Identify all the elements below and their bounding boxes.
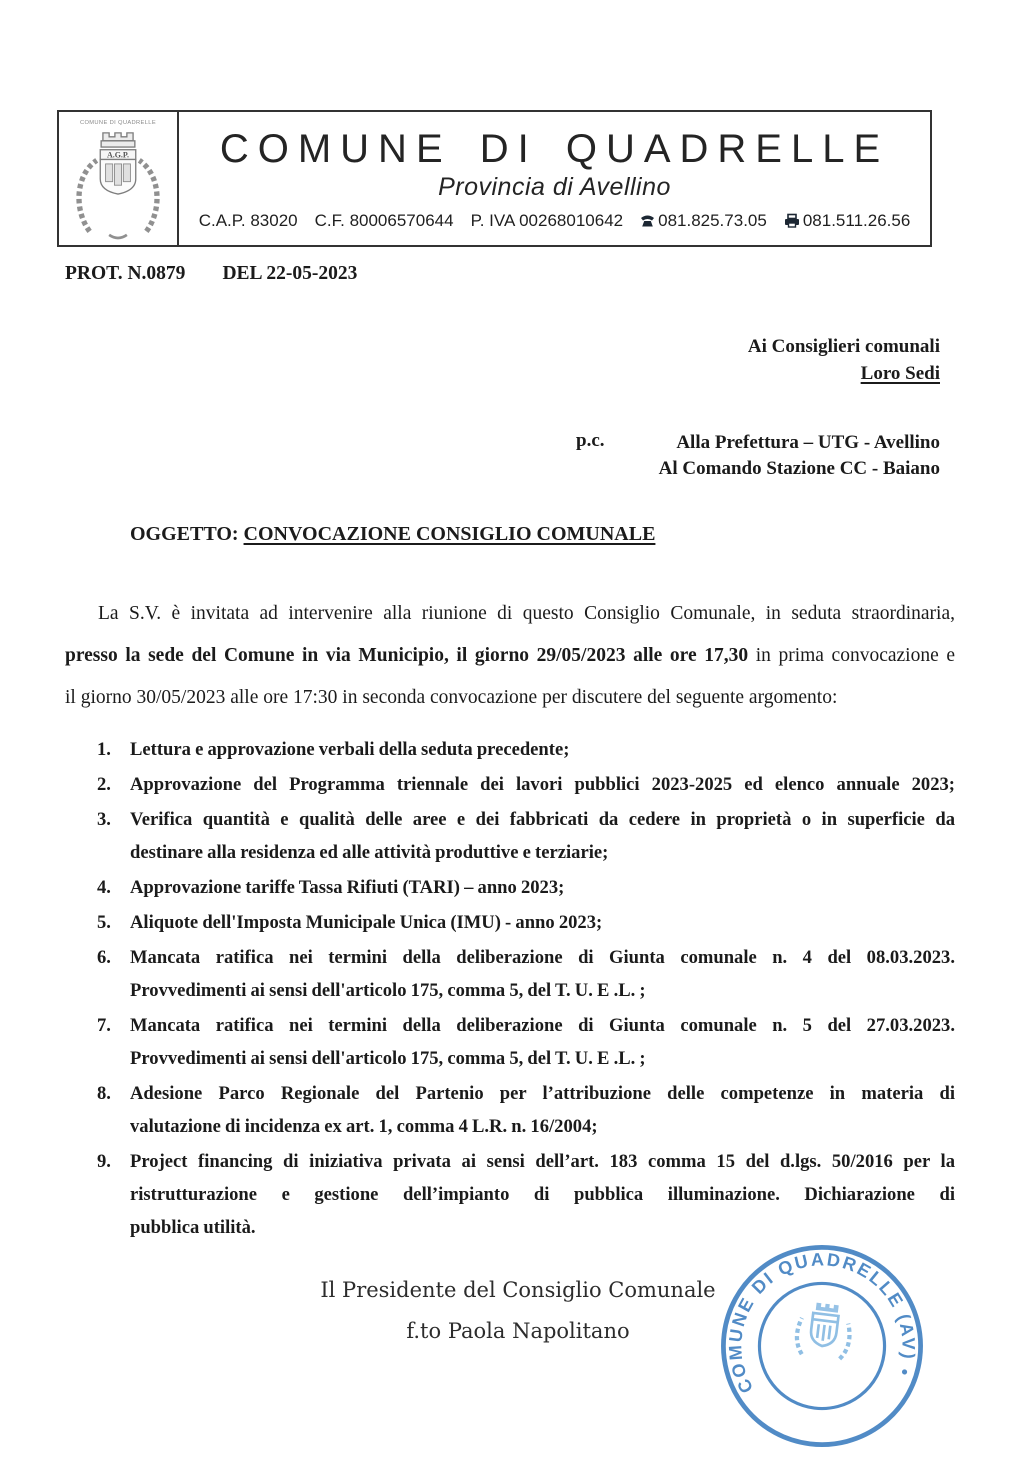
- text-line: Project financing di iniziativa privata ai sensi dell’art. 183 comma 15 del d.lgs. 50/2016 per la: [130, 1151, 955, 1172]
- agenda-item-text: [130, 733, 955, 766]
- agenda-item: [97, 906, 955, 939]
- text-line: Provvedimenti ai sensi dell'articolo 175, comma 5, del T. U. E .L. ;: [130, 980, 646, 1001]
- page-title: COMUNE DI QUADRELLE: [219, 126, 890, 171]
- agenda-item: [97, 803, 955, 869]
- header-contact: [199, 211, 911, 231]
- agenda-item: [97, 1009, 955, 1075]
- agenda-item-text: [130, 768, 955, 801]
- protocol-date: DEL 22-05-2023: [222, 263, 358, 284]
- fax-icon: [784, 213, 800, 228]
- text-line: ristrutturazione e gestione dell’impianto di pubblica illuminazione. Dichiarazione di: [130, 1184, 955, 1205]
- agenda-item-number: 2.: [97, 774, 111, 795]
- agenda-item-number: 8.: [97, 1083, 111, 1104]
- fax-group: [784, 211, 910, 231]
- text-line: Adesione Parco Regionale del Partenio per l’attribuzione delle competenze in materia di: [130, 1083, 955, 1104]
- agenda-item: [97, 1077, 955, 1143]
- agenda-item: [97, 768, 955, 801]
- protocol-number: PROT. N.0879: [65, 263, 186, 284]
- text-line: pubblica utilità.: [130, 1217, 256, 1238]
- cc-recipient-line: Al Comando Stazione CC - Baiano: [658, 458, 940, 479]
- phone-number: 081.825.73.05: [658, 210, 767, 230]
- cc-recipients: [605, 430, 941, 482]
- recipient-location: Loro Sedi: [860, 363, 940, 384]
- text-line: Lettura e approvazione verbali della seduta precedente;: [130, 739, 570, 760]
- municipal-coat-of-arms: [59, 112, 179, 245]
- agenda-item-text: [130, 941, 955, 1007]
- mural-crown: [101, 132, 135, 146]
- text-line: presso la sede del Comune in via Municipio, il giorno 29/05/2023 alle ore 17,30 in prima convocazione e: [65, 645, 956, 666]
- signer-name: f.to Paola Napolitano: [406, 1319, 630, 1343]
- stamp-text: COMUNE DI QUADRELLE (AV) •: [725, 1249, 919, 1397]
- text-line: destinare alla residenza ed alle attività produttive e terziarie;: [130, 842, 609, 863]
- agenda-item: [97, 733, 955, 766]
- shield-band-label: A.G.P.: [106, 150, 130, 160]
- agenda-item-number: 3.: [97, 809, 111, 830]
- protocol-line: [65, 263, 357, 285]
- subject-value: CONVOCAZIONE CONSIGLIO COMUNALE: [243, 523, 656, 545]
- municipal-stamp: [704, 1228, 940, 1464]
- stamp-emblem: [795, 1301, 853, 1360]
- text-line: Verifica quantità e qualità delle aree e dei fabbricati da cedere in proprietà o in superficie da: [130, 809, 955, 830]
- fax-number: 081.511.26.56: [802, 210, 911, 230]
- text-line: il giorno 30/05/2023 alle ore 17:30 in seconda convocazione per discutere del seguente argomento:: [65, 687, 838, 708]
- intro-paragraph: [65, 593, 955, 719]
- signer-role: Il Presidente del Consiglio Comunale: [320, 1278, 716, 1302]
- agenda-item-text: [130, 1077, 955, 1143]
- recipient-line: Ai Consiglieri comunali: [747, 336, 940, 357]
- vat-value: P. IVA 00268010642: [470, 210, 624, 230]
- text-line: Mancata ratifica nei termini della deliberazione di Giunta comunale n. 4 del 08.03.2023.: [130, 947, 955, 968]
- agenda-item-text: [130, 906, 955, 939]
- agenda-item: [97, 871, 955, 904]
- agenda-item-text: [130, 871, 955, 904]
- agenda-item-text: [130, 1145, 955, 1244]
- agenda-item-number: 1.: [97, 739, 111, 760]
- text-line: Mancata ratifica nei termini della deliberazione di Giunta comunale n. 5 del 27.03.2023.: [130, 1015, 955, 1036]
- text-line: Aliquote dell'Imposta Municipale Unica (IMU) - anno 2023;: [130, 912, 603, 933]
- letterhead-text: [179, 112, 930, 245]
- coat-of-arms-caption: COMUNE DI QUADRELLE: [79, 119, 157, 126]
- round-stamp-icon: [704, 1228, 940, 1464]
- fiscal-code-value: C.F. 80006570644: [314, 210, 454, 230]
- recipients-block: [748, 333, 940, 387]
- text-line: valutazione di incidenza ex art. 1, comma 4 L.R. n. 16/2004;: [130, 1116, 598, 1137]
- text-line: Approvazione del Programma triennale dei lavori pubblici 2023-2025 ed elenco annuale 2023;: [130, 774, 955, 795]
- agenda-item: [97, 1145, 955, 1244]
- agenda-item-number: 4.: [97, 877, 111, 898]
- coat-of-arms-icon: [67, 116, 169, 242]
- signature-block: [318, 1278, 718, 1343]
- subject-label: OGGETTO:: [130, 523, 244, 545]
- cap-value: C.A.P. 83020: [198, 210, 298, 230]
- text-line: Provvedimenti ai sensi dell'articolo 175, comma 5, del T. U. E .L. ;: [130, 1048, 646, 1069]
- header-subtitle: Provincia di Avellino: [438, 172, 671, 201]
- text-line: La S.V. è invitata ad intervenire alla riunione di questo Consiglio Comunale, in seduta straordinaria,: [98, 603, 955, 624]
- agenda-item-number: 5.: [97, 912, 111, 933]
- agenda-item-number: 9.: [97, 1151, 111, 1172]
- phone-icon: [640, 213, 655, 228]
- text-line: Approvazione tariffe Tassa Rifiuti (TARI) – anno 2023;: [130, 877, 565, 898]
- carbon-copy-block: [576, 430, 940, 482]
- letterhead: [57, 110, 932, 247]
- agenda-item-text: [130, 1009, 955, 1075]
- phone-group: [640, 211, 767, 231]
- cc-recipient-line: Alla Prefettura – UTG - Avellino: [676, 432, 940, 453]
- agenda-item-number: 6.: [97, 947, 111, 968]
- cc-label: p.c.: [576, 430, 605, 451]
- agenda-item-number: 7.: [97, 1015, 111, 1036]
- shield: [100, 149, 135, 193]
- agenda-list: [97, 733, 955, 1246]
- subject-line: [130, 523, 655, 546]
- agenda-item: [97, 941, 955, 1007]
- agenda-item-text: [130, 803, 955, 869]
